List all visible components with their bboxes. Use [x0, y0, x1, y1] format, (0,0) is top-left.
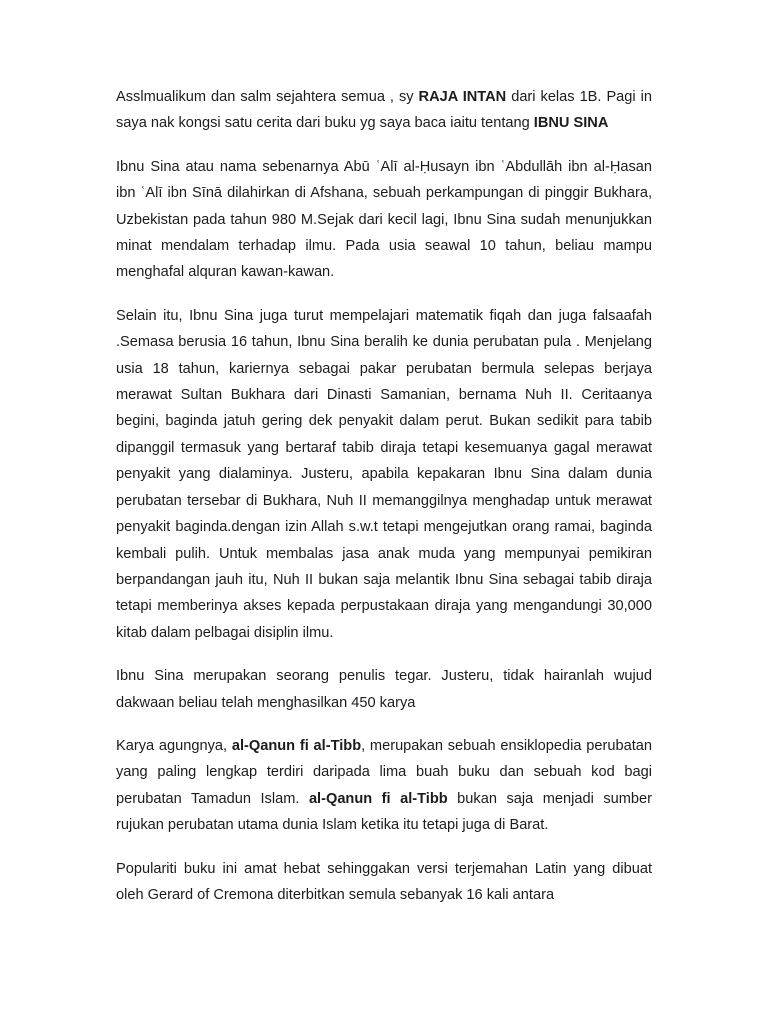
paragraph-writer	[116, 663, 652, 716]
career-text: Selain itu, Ibnu Sina juga turut mempelajari matematik fiqah dan juga falsaafah .Semasa berusia 16 tahun, Ibnu Sina beralih ke dunia perubatan pula . Menjelang usia 18 tahun, kariernya sebagai pakar perubatan bermula selepas berjaya merawat Sultan Bukhara dari Dinasti Samanian, bernama Nuh II. Ceritaanya begini, baginda jatuh gering dek penyakit dalam perut. Bukan sedikit para tabib dipanggil termasuk yang bertaraf tabib diraja tetapi kesemuanya gagal merawat penyakit yang dialaminya. Justeru, apabila kepakaran Ibnu Sina dalam dunia perubatan tersebar di Bukhara, Nuh II memanggilnya menghadap untuk merawat penyakit baginda.dengan izin Allah s.w.t tetapi mengejutkan orang ramai, baginda kembali pulih. Untuk membalas jasa anak muda yang mempunyai pemikiran berpandangan jauh itu, Nuh II bukan saja melantik Ibnu Sina sebagai tabib diraja tetapi memberinya akses kepada perpustakaan diraja yang mengandungi 30,000 kitab dalam pelbagai disiplin ilmu.	[116, 307, 652, 641]
paragraph-career	[116, 303, 652, 646]
topic-name: IBNU SINA	[533, 115, 609, 132]
paragraph-masterpiece	[116, 733, 652, 839]
masterpiece-text-continued: , merupakan sebuah ensiklopedia perubatan yang paling lengkap terdiri daripada lima buah buku dan sebuah kod bagi perubatan Tamadun Islam.	[116, 737, 652, 807]
book-title-repeat: al-Qanun fi al-Tibb	[308, 790, 448, 807]
masterpiece-text-end: bukan saja menjadi sumber rujukan perubatan utama dunia Islam ketika itu tetapi juga di Barat.	[116, 790, 652, 834]
paragraph-greeting	[116, 84, 652, 137]
document-page	[116, 84, 652, 925]
biography-text: Ibnu Sina atau nama sebenarnya Abū ʿAlī al-Ḥusayn ibn ʿAbdullāh ibn al-Ḥasan ibn ʿAlī ibn Sīnā dilahirkan di Afshana, sebuah perkampungan di pinggir Bukhara, Uzbekistan pada tahun 980 M.Sejak dari kecil lagi, Ibnu Sina sudah menunjukkan minat mendalam terhadap ilmu. Pada usia seawal 10 tahun, beliau mampu menghafal alquran kawan-kawan.	[116, 158, 652, 281]
greeting-text: Asslmualikum dan salm sejahtera semua , sy	[116, 89, 419, 105]
author-name: RAJA INTAN	[418, 89, 507, 105]
paragraph-popularity	[116, 856, 652, 909]
writer-text: Ibnu Sina merupakan seorang penulis tegar. Justeru, tidak hairanlah wujud dakwaan beliau telah menghasilkan 450 karya	[116, 668, 652, 711]
greeting-text-continued: dari kelas 1B. Pagi in saya nak kongsi satu cerita dari buku yg saya baca iaitu tentang	[116, 89, 653, 132]
popularity-text: Populariti buku ini amat hebat sehinggakan versi terjemahan Latin yang dibuat oleh Gerard of Cremona diterbitkan semula sebanyak 16 kali antara	[116, 860, 652, 903]
masterpiece-text: Karya agungnya,	[116, 737, 232, 754]
paragraph-biography	[116, 154, 652, 286]
book-title: al-Qanun fi al-Tibb	[231, 737, 362, 754]
